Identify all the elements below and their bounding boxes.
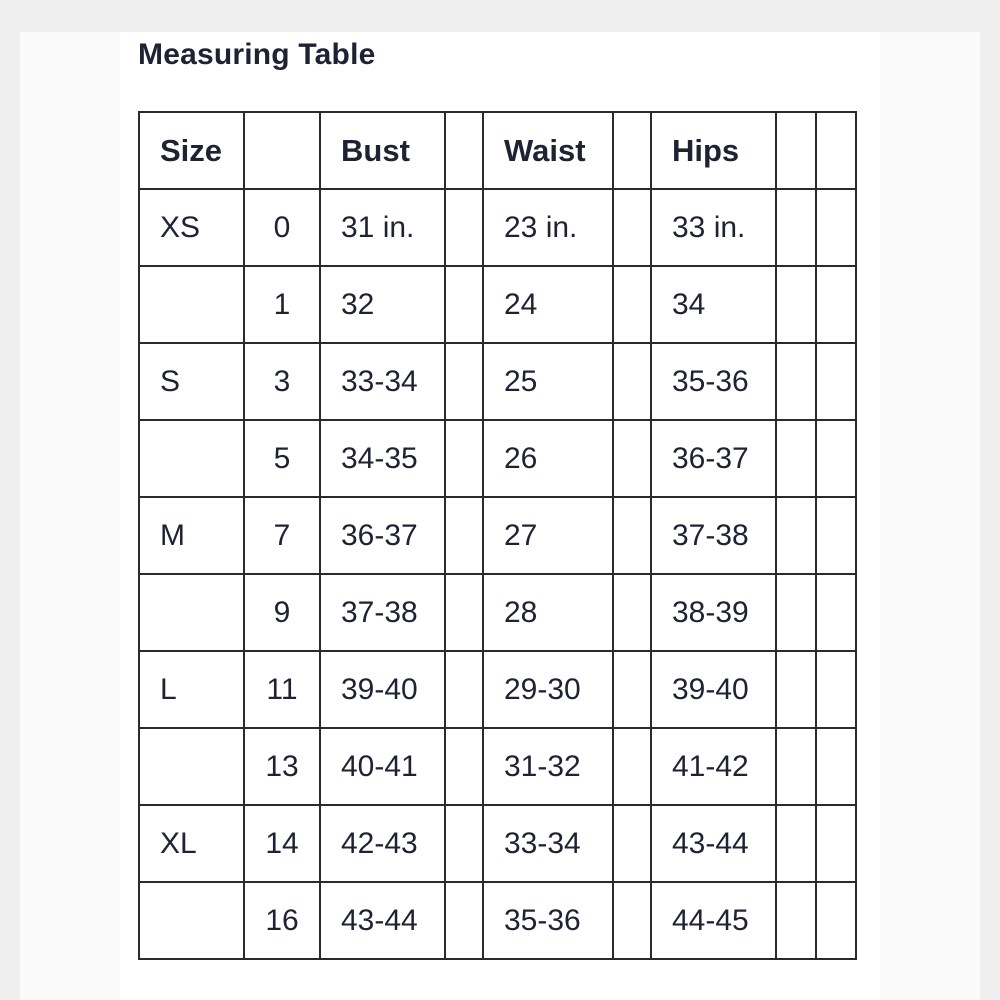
- cell-hips: 41-42: [651, 728, 776, 805]
- cell-number: 13: [244, 728, 320, 805]
- cell-bust: 32: [320, 266, 445, 343]
- cell-gap: [613, 574, 651, 651]
- cell-extra: [816, 343, 856, 420]
- cell-hips: 38-39: [651, 574, 776, 651]
- cell-size: [139, 574, 244, 651]
- cell-bust: 40-41: [320, 728, 445, 805]
- cell-extra: [816, 651, 856, 728]
- cell-size: L: [139, 651, 244, 728]
- cell-gap: [445, 728, 483, 805]
- cell-number: 9: [244, 574, 320, 651]
- cell-size: XS: [139, 189, 244, 266]
- cell-waist: 27: [483, 497, 613, 574]
- measuring-table: [138, 111, 857, 960]
- cell-gap: [613, 882, 651, 959]
- cell-waist: 23 in.: [483, 189, 613, 266]
- table-row: [139, 189, 856, 266]
- cell-extra: [816, 497, 856, 574]
- header-extra-2: [816, 112, 856, 189]
- cell-extra: [776, 189, 816, 266]
- table-header-row: [139, 112, 856, 189]
- header-bust: Bust: [320, 112, 445, 189]
- cell-hips: 34: [651, 266, 776, 343]
- cell-extra: [776, 266, 816, 343]
- cell-bust: 31 in.: [320, 189, 445, 266]
- table-row: [139, 651, 856, 728]
- cell-waist: 33-34: [483, 805, 613, 882]
- cell-waist: 31-32: [483, 728, 613, 805]
- cell-gap: [445, 574, 483, 651]
- cell-size: [139, 266, 244, 343]
- cell-gap: [613, 343, 651, 420]
- cell-bust: 39-40: [320, 651, 445, 728]
- table-row: [139, 266, 856, 343]
- cell-waist: 25: [483, 343, 613, 420]
- cell-extra: [776, 343, 816, 420]
- cell-extra: [776, 651, 816, 728]
- cell-hips: 36-37: [651, 420, 776, 497]
- cell-extra: [816, 882, 856, 959]
- cell-gap: [445, 420, 483, 497]
- cell-size: S: [139, 343, 244, 420]
- cell-gap: [613, 189, 651, 266]
- cell-hips: 39-40: [651, 651, 776, 728]
- cell-number: 1: [244, 266, 320, 343]
- cell-bust: 43-44: [320, 882, 445, 959]
- header-extra-1: [776, 112, 816, 189]
- cell-gap: [613, 420, 651, 497]
- cell-hips: 33 in.: [651, 189, 776, 266]
- cell-number: 7: [244, 497, 320, 574]
- cell-waist: 35-36: [483, 882, 613, 959]
- cell-gap: [445, 266, 483, 343]
- cell-size: [139, 420, 244, 497]
- cell-number: 14: [244, 805, 320, 882]
- table-row: [139, 497, 856, 574]
- table-row: [139, 574, 856, 651]
- cell-waist: 24: [483, 266, 613, 343]
- cell-gap: [445, 882, 483, 959]
- cell-extra: [816, 189, 856, 266]
- cell-bust: 36-37: [320, 497, 445, 574]
- table-row: [139, 882, 856, 959]
- cell-bust: 42-43: [320, 805, 445, 882]
- cell-hips: 43-44: [651, 805, 776, 882]
- cell-number: 0: [244, 189, 320, 266]
- cell-waist: 26: [483, 420, 613, 497]
- header-number: [244, 112, 320, 189]
- cell-size: M: [139, 497, 244, 574]
- table-row: [139, 805, 856, 882]
- cell-extra: [816, 574, 856, 651]
- cell-gap: [613, 497, 651, 574]
- cell-gap: [613, 728, 651, 805]
- cell-extra: [776, 574, 816, 651]
- cell-gap: [445, 805, 483, 882]
- page-title: Measuring Table: [138, 38, 376, 71]
- cell-number: 16: [244, 882, 320, 959]
- cell-bust: 34-35: [320, 420, 445, 497]
- cell-gap: [613, 805, 651, 882]
- cell-extra: [816, 420, 856, 497]
- cell-size: XL: [139, 805, 244, 882]
- cell-gap: [445, 497, 483, 574]
- cell-gap: [445, 343, 483, 420]
- table-row: [139, 343, 856, 420]
- table-row: [139, 728, 856, 805]
- cell-number: 5: [244, 420, 320, 497]
- cell-gap: [613, 651, 651, 728]
- cell-number: 11: [244, 651, 320, 728]
- cell-gap: [613, 266, 651, 343]
- cell-extra: [776, 728, 816, 805]
- cell-gap: [445, 189, 483, 266]
- header-waist: Waist: [483, 112, 613, 189]
- header-size: Size: [139, 112, 244, 189]
- cell-gap: [445, 651, 483, 728]
- cell-extra: [776, 497, 816, 574]
- cell-extra: [816, 266, 856, 343]
- cell-size: [139, 728, 244, 805]
- cell-size: [139, 882, 244, 959]
- cell-waist: 28: [483, 574, 613, 651]
- cell-extra: [776, 882, 816, 959]
- cell-extra: [816, 805, 856, 882]
- cell-extra: [776, 420, 816, 497]
- header-gap-1: [445, 112, 483, 189]
- cell-bust: 33-34: [320, 343, 445, 420]
- cell-extra: [776, 805, 816, 882]
- header-gap-2: [613, 112, 651, 189]
- cell-extra: [816, 728, 856, 805]
- cell-hips: 35-36: [651, 343, 776, 420]
- cell-hips: 37-38: [651, 497, 776, 574]
- cell-number: 3: [244, 343, 320, 420]
- cell-hips: 44-45: [651, 882, 776, 959]
- table-row: [139, 420, 856, 497]
- cell-waist: 29-30: [483, 651, 613, 728]
- cell-bust: 37-38: [320, 574, 445, 651]
- header-hips: Hips: [651, 112, 776, 189]
